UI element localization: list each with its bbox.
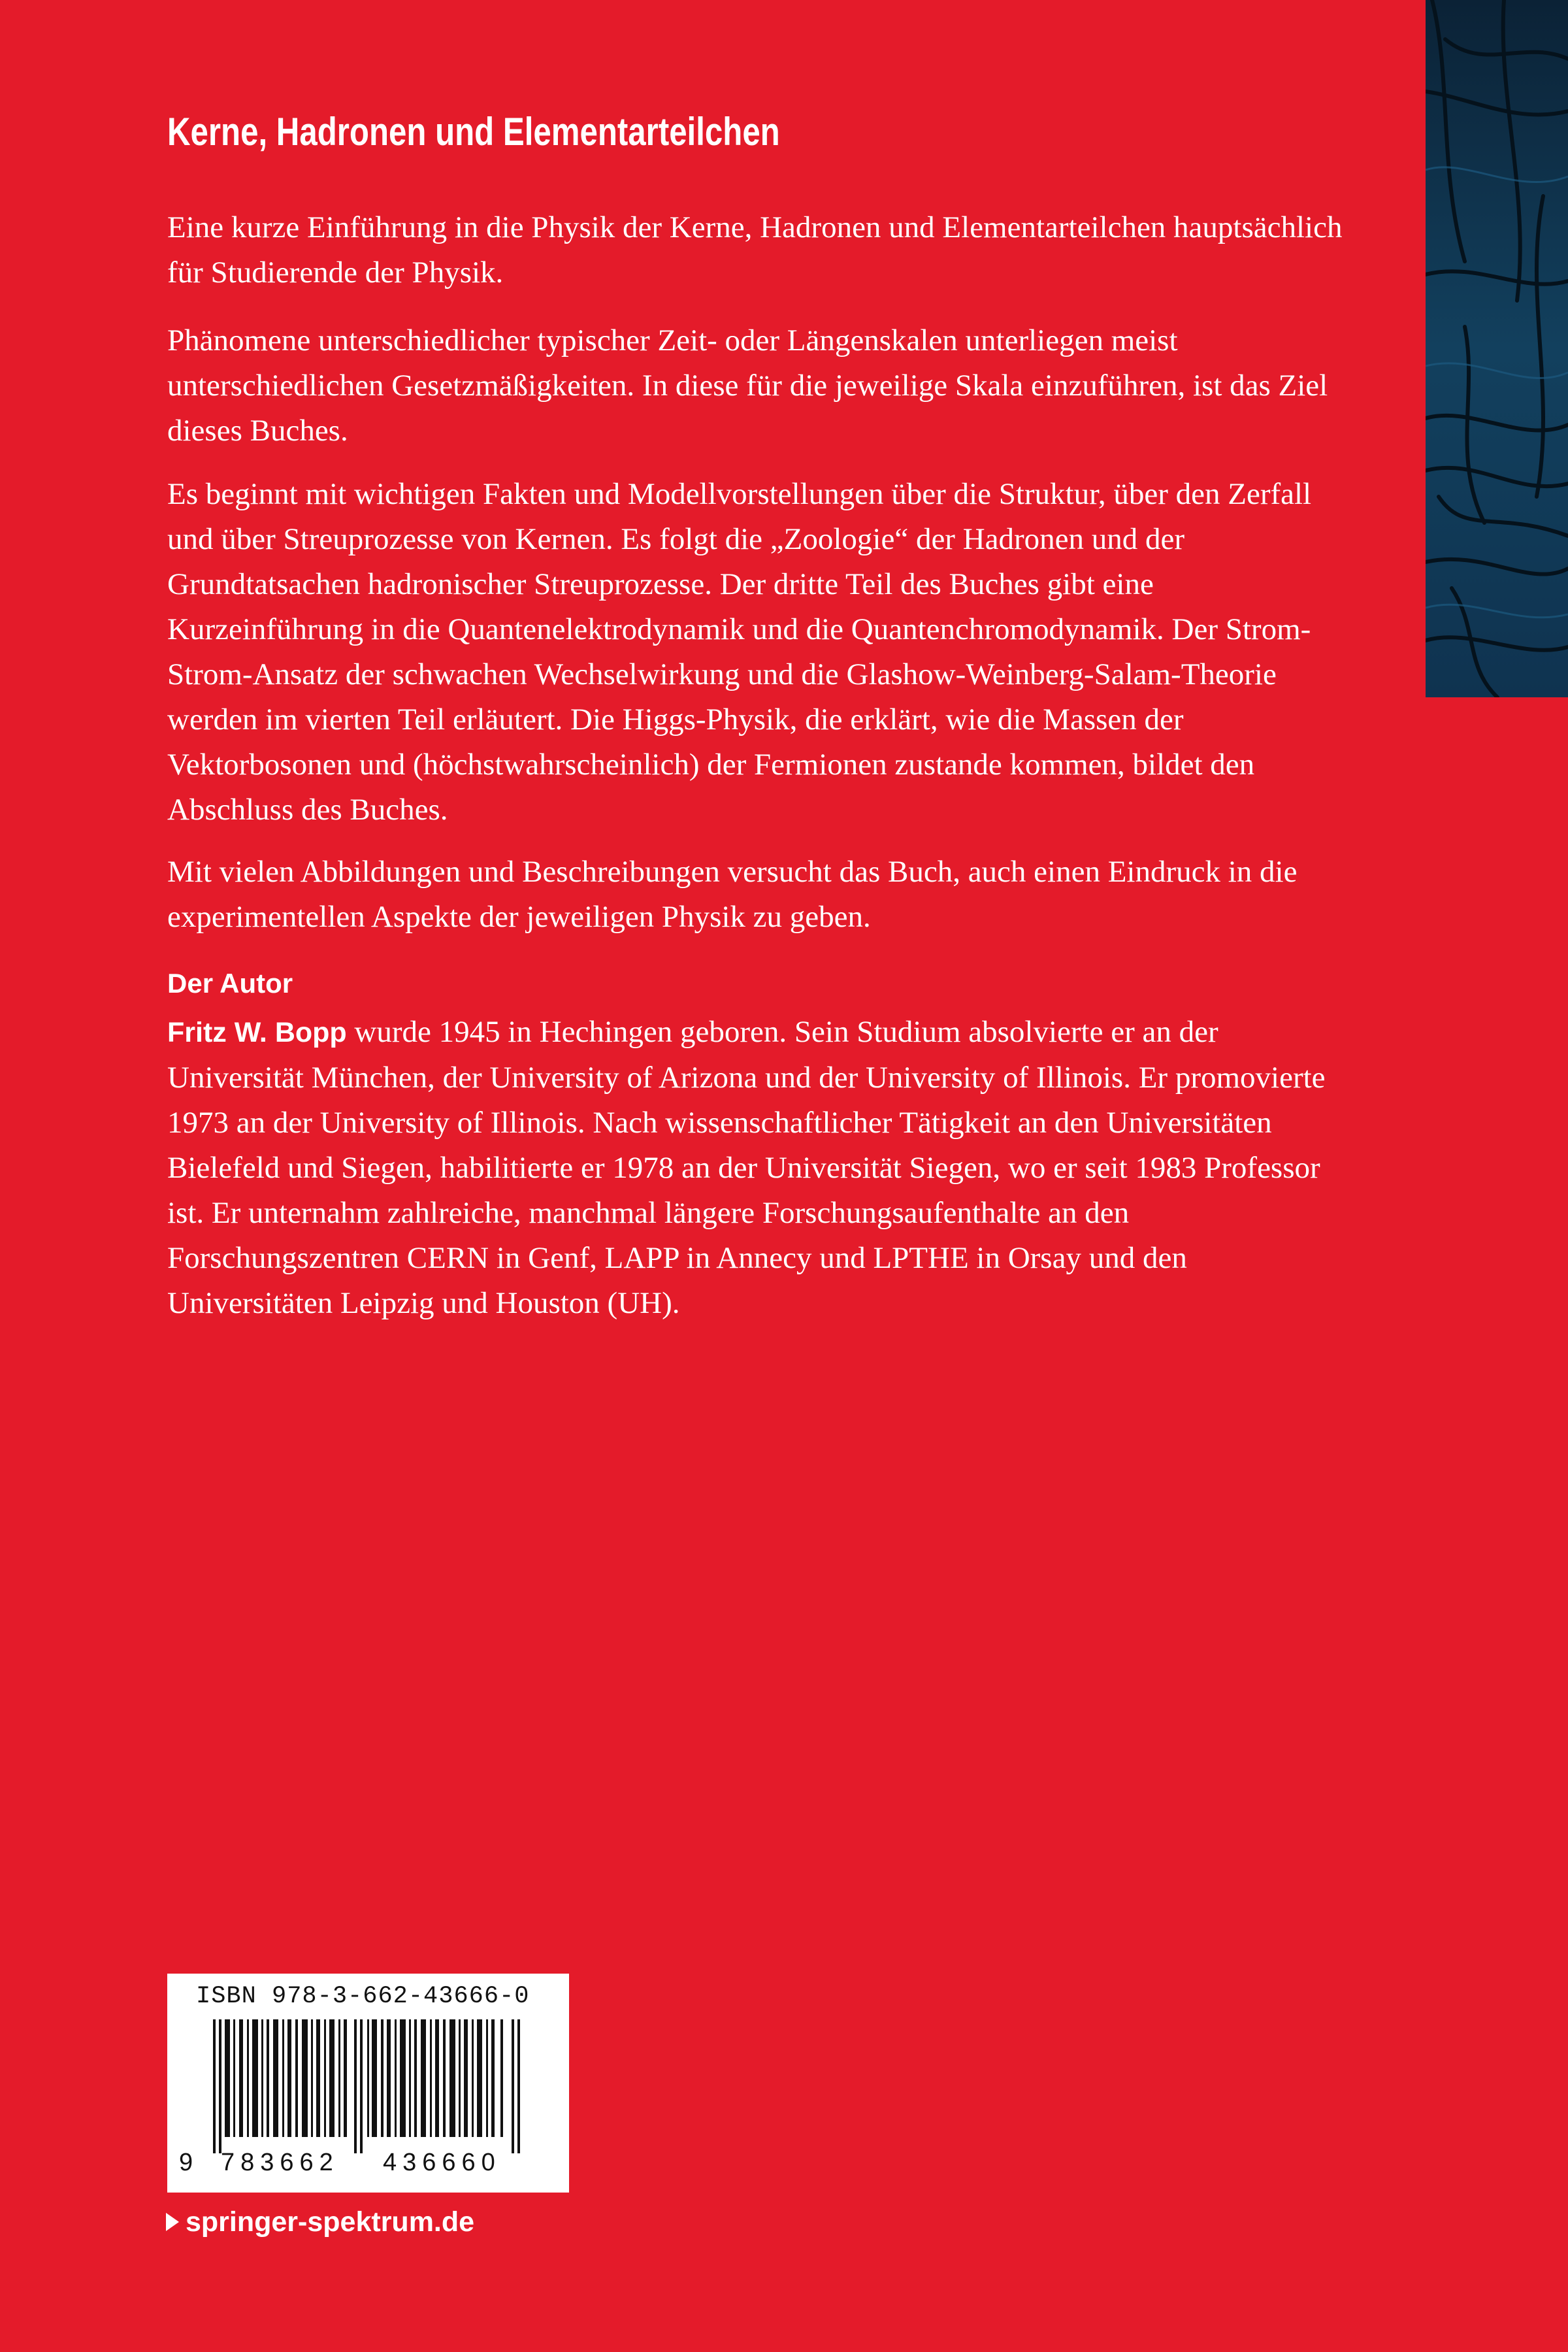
author-bio-text: wurde 1945 in Hechingen geboren. Sein Studium absolvierte er an der Universität München, der University of Arizona und der University of Illinois. Er promovierte 1973 an der University of Illinois. Nach wissenschaftlicher Tätigkeit an den Universitäten Bielefeld und Siegen, habilitierte er 1978 an der Universität Siegen, wo er seit 1983 Professor ist. Er unternahm zahlreiche, manchmal längere Forschungsaufenthalte an den Forschungszentren CERN in Genf, LAPP in Annecy und LPTHE in Orsay und den Universitäten Leipzig und Houston (UH). (167, 1015, 1326, 1320)
barcode-digit-first: 9 (179, 2149, 195, 2176)
publisher-website-text: springer-spektrum.de (186, 2206, 475, 2238)
barcode-bars (213, 2019, 523, 2153)
particle-tracks-image (1426, 0, 1568, 697)
isbn-barcode (167, 1974, 569, 2193)
book-title: Kerne, Hadronen und Elementarteilchen (167, 110, 780, 154)
description-paragraph-4: Mit vielen Abbildungen und Beschreibungen versucht das Buch, auch einen Eindruck in die experimentellen Aspekte der jeweiligen Physik zu geben. (167, 855, 1298, 934)
description-paragraph-1: Eine kurze Einführung in die Physik der Kerne, Hadronen und Elementarteilchen hauptsächlich für Studierende der Physik. (167, 210, 1343, 290)
author-name: Fritz W. Bopp (167, 1017, 347, 1048)
description-paragraph-3: Es beginnt mit wichtigen Fakten und Modellvorstellungen über die Struktur, über den Zerfall und über Streuprozesse von Kernen. Es folgt die „Zoologie“ der Hadronen und der Grundtatsachen hadronischer Streuprozesse. Der dritte Teil des Buches gibt eine Kurzeinführung in die Quantenelektrodynamik und die Quantenchromodynamik. Der Strom-Strom-Ansatz der schwachen Wechselwirkung und die Glashow-Weinberg-Salam-Theorie werden im vierten Teil erläutert. Die Higgs-Physik, die erklärt, wie die Massen der Vektorbosonen und (höchstwahrscheinlich) der Fermionen zustande kommen, bildet den Abschluss des Buches. (167, 477, 1312, 827)
cover-art-strip (1426, 0, 1568, 697)
barcode-digits-right: 436660 (383, 2149, 501, 2176)
publisher-website-link[interactable] (166, 2202, 474, 2242)
author-heading: Der Autor (167, 968, 293, 999)
arrow-right-icon (166, 2213, 179, 2231)
description-paragraph-2: Phänomene unterschiedlicher typischer Zeit- oder Längenskalen unterliegen meist unterschiedlichen Gesetzmäßigkeiten. In diese für die jeweilige Skala einzuführen, ist das Ziel dieses Buches. (167, 323, 1328, 448)
author-bio (167, 1010, 1343, 1326)
isbn-label: ISBN 978-3-662-43666-0 (196, 1983, 530, 2010)
barcode-digits-left: 783662 (221, 2149, 339, 2176)
